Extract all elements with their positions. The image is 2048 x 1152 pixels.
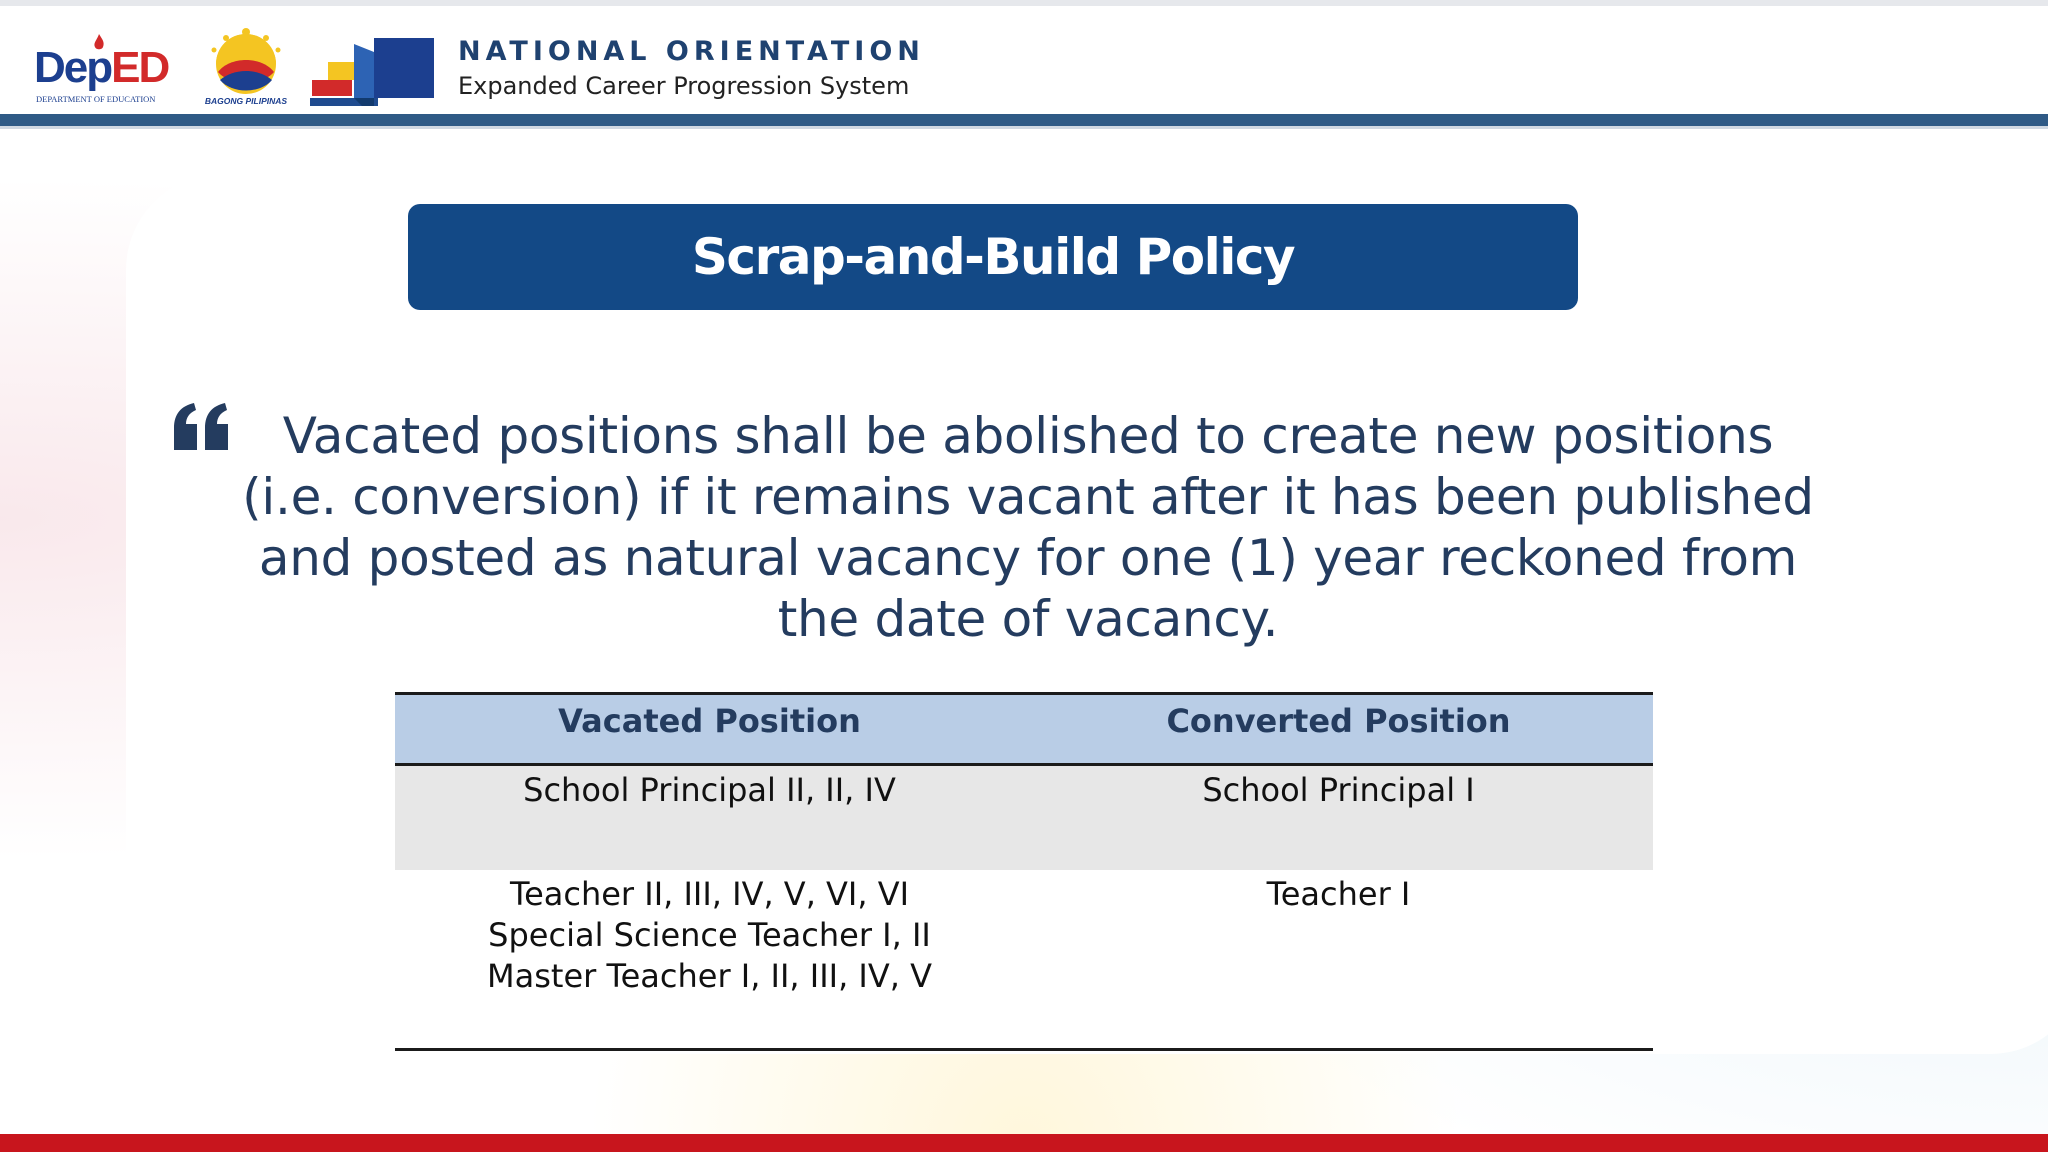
positions-table-grid [395,692,1653,1051]
header [0,6,2048,114]
quote-mark-icon [172,402,230,452]
bagong-pilipinas-emblem-icon [196,20,296,98]
converted-position: School Principal I [1202,771,1475,809]
table-header-row [395,694,1653,765]
deped-logo-subtext: DEPARTMENT OF EDUCATION [36,94,156,104]
table-row [395,870,1653,1050]
deped-logo [34,42,184,108]
vacated-cell [395,765,1024,871]
deped-logo-text: DepED [34,43,169,92]
header-divider [0,114,2048,129]
column-header-vacated: Vacated Position [395,694,1024,765]
policy-banner [408,204,1578,310]
table-row [395,765,1653,871]
positions-table [395,692,1653,1051]
header-subtitle: Expanded Career Progression System [458,72,910,100]
title-block [458,34,925,102]
converted-position: Teacher I [1266,875,1411,913]
vacated-position: Teacher II, III, IV, V, VI, VI [509,875,910,913]
bottom-accent-bar [0,1134,2048,1152]
bagong-pilipinas-logo [196,20,296,110]
vacated-cell [395,870,1024,1050]
header-title: NATIONAL ORIENTATION [458,36,925,67]
column-header-converted: Converted Position [1024,694,1653,765]
banner-title: Scrap-and-Build Policy [691,228,1295,286]
converted-cell [1024,765,1653,871]
policy-quote: Vacated positions shall be abolished to create new positions (i.e. conversion) if it remains vacant after it has been published and posted as natural vacancy for one (1) year reckoned from the date of vacancy. [242,407,1814,648]
converted-cell [1024,870,1653,1050]
vacated-position: Master Teacher I, II, III, IV, V [487,957,932,995]
vacated-position: Special Science Teacher I, II [488,916,931,954]
vacated-position: School Principal II, II, IV [523,771,896,809]
ecps-logo-icon [306,36,436,106]
bagong-pilipinas-text: BAGONG PILIPINAS [204,96,288,106]
